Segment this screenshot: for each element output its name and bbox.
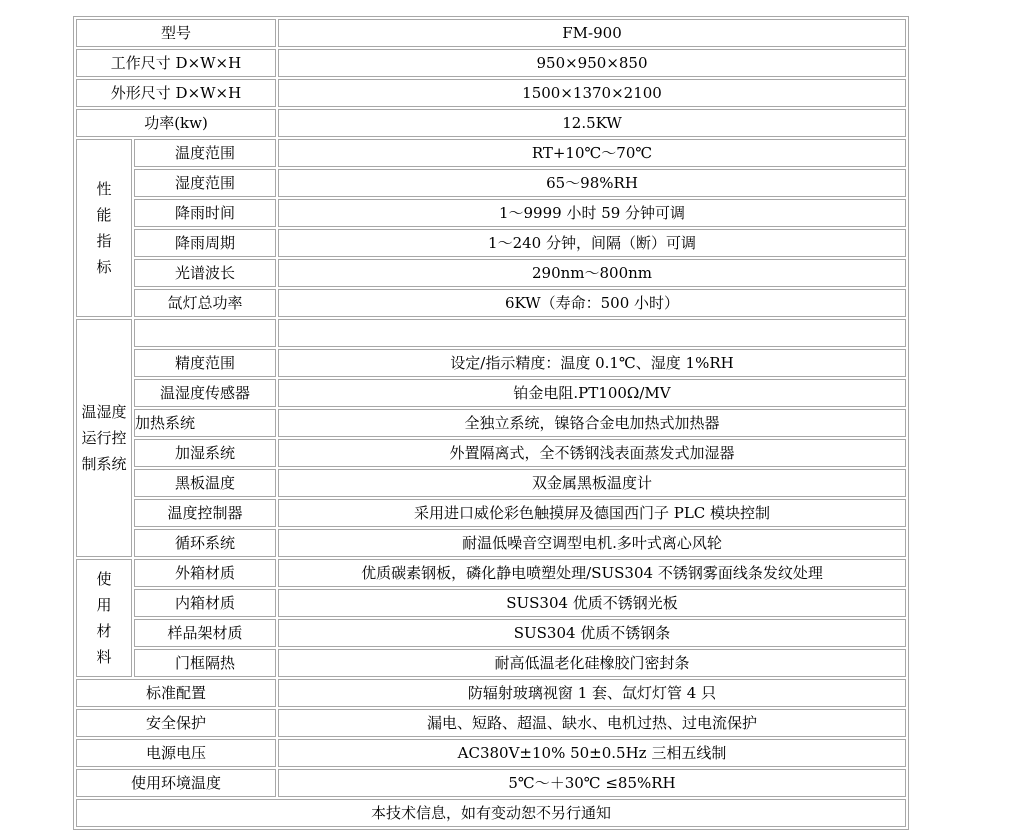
- table-row: [76, 259, 906, 287]
- row-value-standard: 防辐射玻璃视窗 1 套、氙灯灯管 4 只: [278, 679, 906, 707]
- row-label-standard: 标准配置: [76, 679, 276, 707]
- table-row: [76, 319, 906, 347]
- row-label: 温度控制器: [134, 499, 276, 527]
- row-label: 湿度范围: [134, 169, 276, 197]
- row-value: 采用进口威伦彩色触摸屏及德国西门子 PLC 模块控制: [278, 499, 906, 527]
- row-label: 降雨时间: [134, 199, 276, 227]
- row-value: 6KW（寿命：500 小时）: [278, 289, 906, 317]
- row-value-power: 12.5KW: [278, 109, 906, 137]
- row-value: 1～240 分钟，间隔（断）可调: [278, 229, 906, 257]
- row-label: 循环系统: [134, 529, 276, 557]
- group-label-performance: [76, 139, 132, 317]
- row-label-power: 功率(kw): [76, 109, 276, 137]
- row-label: 降雨周期: [134, 229, 276, 257]
- row-value: 耐温低噪音空调型电机.多叶式离心风轮: [278, 529, 906, 557]
- row-value: 铂金电阻.PT100Ω/MV: [278, 379, 906, 407]
- table-row: [76, 79, 906, 107]
- row-value: 耐高低温老化硅橡胶门密封条: [278, 649, 906, 677]
- table-row: [76, 739, 906, 767]
- table-row: [76, 169, 906, 197]
- table-row: [76, 229, 906, 257]
- row-label: 加热系统: [134, 409, 276, 437]
- table-row: [76, 649, 906, 677]
- row-value-work-size: 950×950×850: [278, 49, 906, 77]
- row-label: 加湿系统: [134, 439, 276, 467]
- table-row: [76, 619, 906, 647]
- row-label-environment: 使用环境温度: [76, 769, 276, 797]
- row-label-model: 型号: [76, 19, 276, 47]
- table-row: [76, 409, 906, 437]
- group-label-control-text: 温湿度 运行控 制系统: [81, 403, 127, 473]
- row-label: 光谱波长: [134, 259, 276, 287]
- spec-table: [73, 16, 909, 830]
- table-row: [76, 289, 906, 317]
- table-row: [76, 379, 906, 407]
- row-value-outer-size: 1500×1370×2100: [278, 79, 906, 107]
- table-row: [76, 19, 906, 47]
- row-label: 外箱材质: [134, 559, 276, 587]
- table-row: [76, 559, 906, 587]
- table-row: [76, 769, 906, 797]
- row-label-safety: 安全保护: [76, 709, 276, 737]
- table-row: [76, 109, 906, 137]
- group-label-performance-text: 性 能 指 标: [96, 180, 112, 276]
- row-value-model: FM-900: [278, 19, 906, 47]
- row-value: SUS304 优质不锈钢条: [278, 619, 906, 647]
- row-label: 门框隔热: [134, 649, 276, 677]
- table-row: [76, 469, 906, 497]
- row-value: 设定/指示精度：温度 0.1℃、湿度 1%RH: [278, 349, 906, 377]
- row-label: 精度范围: [134, 349, 276, 377]
- row-value: RT+10℃～70℃: [278, 139, 906, 167]
- group-label-materials: [76, 559, 132, 677]
- row-value: 双金属黑板温度计: [278, 469, 906, 497]
- table-row: [76, 349, 906, 377]
- row-label: 温度范围: [134, 139, 276, 167]
- row-label: 温湿度传感器: [134, 379, 276, 407]
- table-row: [76, 139, 906, 167]
- group-label-materials-text: 使 用 材 料: [96, 570, 112, 666]
- table-row: [76, 49, 906, 77]
- table-row: [76, 799, 906, 827]
- table-row: [76, 679, 906, 707]
- row-label: 样品架材质: [134, 619, 276, 647]
- row-value: 290nm～800nm: [278, 259, 906, 287]
- row-label-outer-size: 外形尺寸 D×W×H: [76, 79, 276, 107]
- row-value: 外置隔离式，全不锈钢浅表面蒸发式加湿器: [278, 439, 906, 467]
- row-value: 优质碳素钢板，磷化静电喷塑处理/SUS304 不锈钢雾面线条发纹处理: [278, 559, 906, 587]
- row-value: 65～98%RH: [278, 169, 906, 197]
- table-row: [76, 499, 906, 527]
- group-label-control: [76, 319, 132, 557]
- table-row: [76, 529, 906, 557]
- row-value-environment: 5℃～＋30℃ ≤85%RH: [278, 769, 906, 797]
- row-label-work-size: 工作尺寸 D×W×H: [76, 49, 276, 77]
- table-row: [76, 709, 906, 737]
- table-row: [76, 199, 906, 227]
- row-value: 1～9999 小时 59 分钟可调: [278, 199, 906, 227]
- row-value: SUS304 优质不锈钢光板: [278, 589, 906, 617]
- row-value: 全独立系统，镍铬合金电加热式加热器: [278, 409, 906, 437]
- row-value-voltage: AC380V±10% 50±0.5Hz 三相五线制: [278, 739, 906, 767]
- row-label: 氙灯总功率: [134, 289, 276, 317]
- row-value-safety: 漏电、短路、超温、缺水、电机过热、过电流保护: [278, 709, 906, 737]
- row-label-empty: [134, 319, 276, 347]
- footer-note: 本技术信息，如有变动恕不另行通知: [76, 799, 906, 827]
- row-label: 黑板温度: [134, 469, 276, 497]
- table-row: [76, 439, 906, 467]
- table-row: [76, 589, 906, 617]
- row-label-voltage: 电源电压: [76, 739, 276, 767]
- row-label: 内箱材质: [134, 589, 276, 617]
- row-value-empty: [278, 319, 906, 347]
